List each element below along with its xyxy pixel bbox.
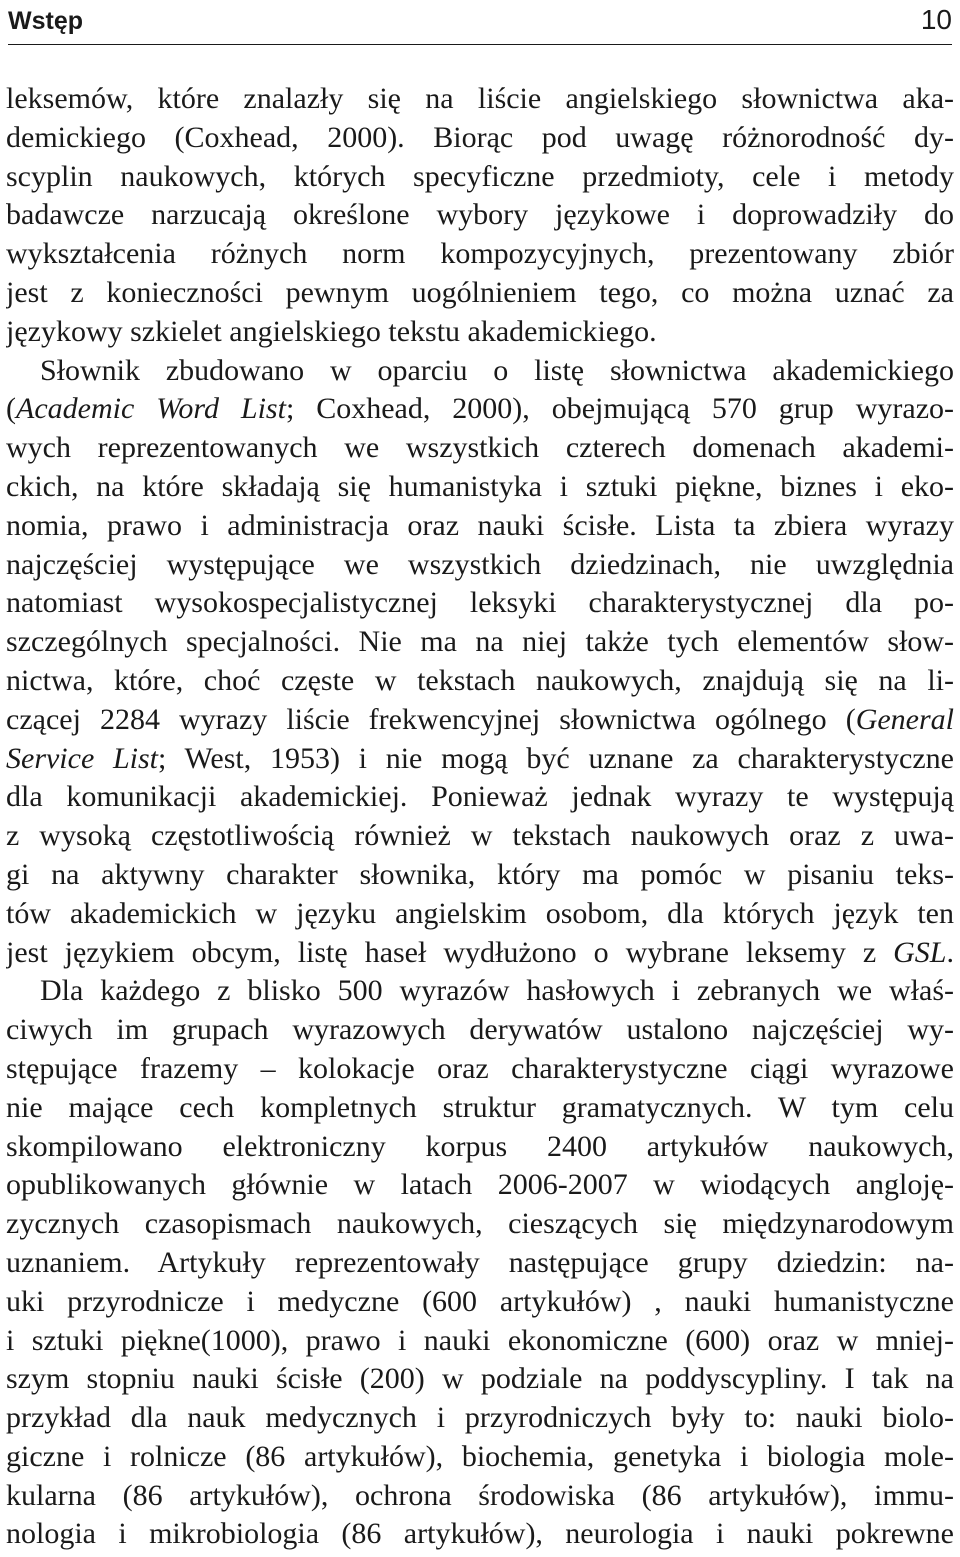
text-line — [6, 1283, 954, 1322]
text-line-content: czącej 2284 wyrazy liście frekwencyjnej słownictwa ogólnego ( — [6, 702, 856, 736]
text-line-content: stępujące frazemy – kolokacje oraz charakterystyczne ciągi wyrazowe — [6, 1051, 954, 1085]
text-line-content: przykład dla nauk medycznych i przyrodniczych były to: nauki biolo- — [6, 1401, 954, 1435]
text-line-content: Słownik zbudowano w oparciu o listę słownictwa akademickiego — [40, 353, 954, 387]
text-line — [6, 1322, 954, 1361]
body-text — [6, 80, 954, 1554]
text-line — [6, 1360, 954, 1399]
italic-title: General — [855, 702, 954, 736]
text-line-content: nomia, prawo i administracja oraz nauki ścisłe. Lista ta zbiera wyrazy — [6, 508, 954, 542]
text-line-content: najczęściej występujące we wszystkich dziedzinach, nie uwzględnia — [6, 547, 954, 581]
text-line — [6, 1438, 954, 1477]
text-line-content: szym stopniu nauki ścisłe (200) w podziale na poddyscypliny. I tak na — [6, 1362, 954, 1396]
text-line-content: jest językiem obcym, listę haseł wydłużono o wybrane leksemy z — [6, 935, 894, 969]
text-line — [6, 1515, 954, 1554]
text-line-content: . — [946, 935, 954, 969]
text-line-content: i sztuki piękne(1000), prawo i nauki ekonomiczne (600) oraz w mniej- — [6, 1323, 954, 1357]
text-line-content: nie mające cech kompletnych struktur gramatycznych. W tym celu — [6, 1090, 954, 1124]
text-line — [6, 352, 954, 391]
text-line-content: nologia i mikrobiologia (86 artykułów), neurologia i nauki pokrewne — [6, 1517, 954, 1551]
text-line — [6, 80, 954, 119]
text-line — [6, 313, 954, 352]
text-line — [6, 740, 954, 779]
text-line-content: demickiego (Coxhead, 2000). Biorąc pod uwagę różnorodność dy- — [6, 120, 954, 154]
text-line-content: wych reprezentowanych we wszystkich czterech domenach akademi- — [6, 431, 954, 465]
text-line — [6, 468, 954, 507]
italic-title: Service List — [6, 741, 159, 775]
italic-title: GSL — [893, 935, 947, 969]
text-line — [6, 235, 954, 274]
text-line — [6, 546, 954, 585]
text-line — [6, 119, 954, 158]
text-line-content: uki przyrodnicze i medyczne (600 artykułów) , nauki humanistyczne — [6, 1284, 954, 1318]
text-line — [6, 390, 954, 429]
italic-title: Academic Word List — [16, 392, 286, 426]
text-line — [6, 1128, 954, 1167]
text-line-content: tów akademickich w języku angielskim osobom, dla których język ten — [6, 896, 954, 930]
text-line-content: szczególnych specjalności. Nie ma na niej także tych elementów słow- — [6, 625, 954, 659]
text-line — [6, 1089, 954, 1128]
text-line-content: ( — [6, 392, 16, 426]
text-line — [6, 934, 954, 973]
text-line — [6, 1244, 954, 1283]
text-line — [6, 196, 954, 235]
text-line-content: jest z konieczności pewnym uogólnieniem tego, co można uznać za — [6, 275, 954, 309]
text-line — [6, 1166, 954, 1205]
text-line — [6, 662, 954, 701]
text-line-content: wykształcenia różnych norm kompozycyjnych, prezentowany zbiór — [6, 237, 954, 271]
text-line-content: zycznych czasopismach naukowych, cieszących się międzynarodowym — [6, 1207, 954, 1241]
text-line — [6, 158, 954, 197]
text-line-content: gi na aktywny charakter słownika, który ma pomóc w pisaniu teks- — [6, 857, 954, 891]
text-line — [6, 274, 954, 313]
text-line-content: dla komunikacji akademickiej. Ponieważ jednak wyrazy te występują — [6, 780, 954, 814]
text-line-content: nictwa, które, choć częste w tekstach naukowych, znajdują się na li- — [6, 663, 954, 697]
text-line-content: badawcze narzucają określone wybory językowe i doprowadziły do — [6, 198, 954, 232]
text-line-content: giczne i rolnicze (86 artykułów), biochemia, genetyka i biologia mole- — [6, 1439, 954, 1473]
text-line-content: z wysoką częstotliwością również w tekstach naukowych oraz z uwa- — [6, 819, 954, 853]
text-line — [6, 623, 954, 662]
text-line — [6, 1399, 954, 1438]
text-line-content: skompilowano elektroniczny korpus 2400 artykułów naukowych, — [6, 1129, 954, 1163]
text-line — [6, 701, 954, 740]
text-line-content: kularna (86 artykułów), ochrona środowiska (86 artykułów), immu- — [6, 1478, 954, 1512]
chapter-title: Wstęp — [8, 7, 83, 35]
text-line — [6, 507, 954, 546]
running-header — [8, 0, 952, 45]
text-line-content: uznaniem. Artykuły reprezentowały następujące grupy dziedzin: na- — [6, 1245, 954, 1279]
text-line — [6, 584, 954, 623]
text-line — [6, 972, 954, 1011]
text-line — [6, 1050, 954, 1089]
text-line-content: językowy szkielet angielskiego tekstu akademickiego. — [6, 314, 657, 348]
text-line-content: ciwych im grupach wyrazowych derywatów ustalono najczęściej wy- — [6, 1013, 954, 1047]
text-line — [6, 429, 954, 468]
page-number: 10 — [920, 4, 952, 35]
text-line-content: scyplin naukowych, których specyficzne przedmioty, cele i metody — [6, 159, 954, 193]
text-line — [6, 1205, 954, 1244]
text-line — [6, 1011, 954, 1050]
text-line — [6, 856, 954, 895]
text-line — [6, 778, 954, 817]
text-line-content: opublikowanych głównie w latach 2006-2007 w wiodących angloję- — [6, 1168, 954, 1202]
text-line — [6, 895, 954, 934]
text-line-content: Dla każdego z blisko 500 wyrazów hasłowych i zebranych we właś- — [40, 974, 954, 1008]
text-line — [6, 1477, 954, 1516]
text-line-content: ckich, na które składają się humanistyka i sztuki piękne, biznes i eko- — [6, 469, 954, 503]
text-line — [6, 817, 954, 856]
text-line-content: natomiast wysokospecjalistycznej leksyki charakterystycznej dla po- — [6, 586, 954, 620]
text-line-content: ; West, 1953) i nie mogą być uznane za charakterystyczne — [158, 741, 954, 775]
text-line-content: ; Coxhead, 2000), obejmującą 570 grup wyrazo- — [285, 392, 954, 426]
text-line-content: leksemów, które znalazły się na liście angielskiego słownictwa aka- — [6, 82, 954, 115]
